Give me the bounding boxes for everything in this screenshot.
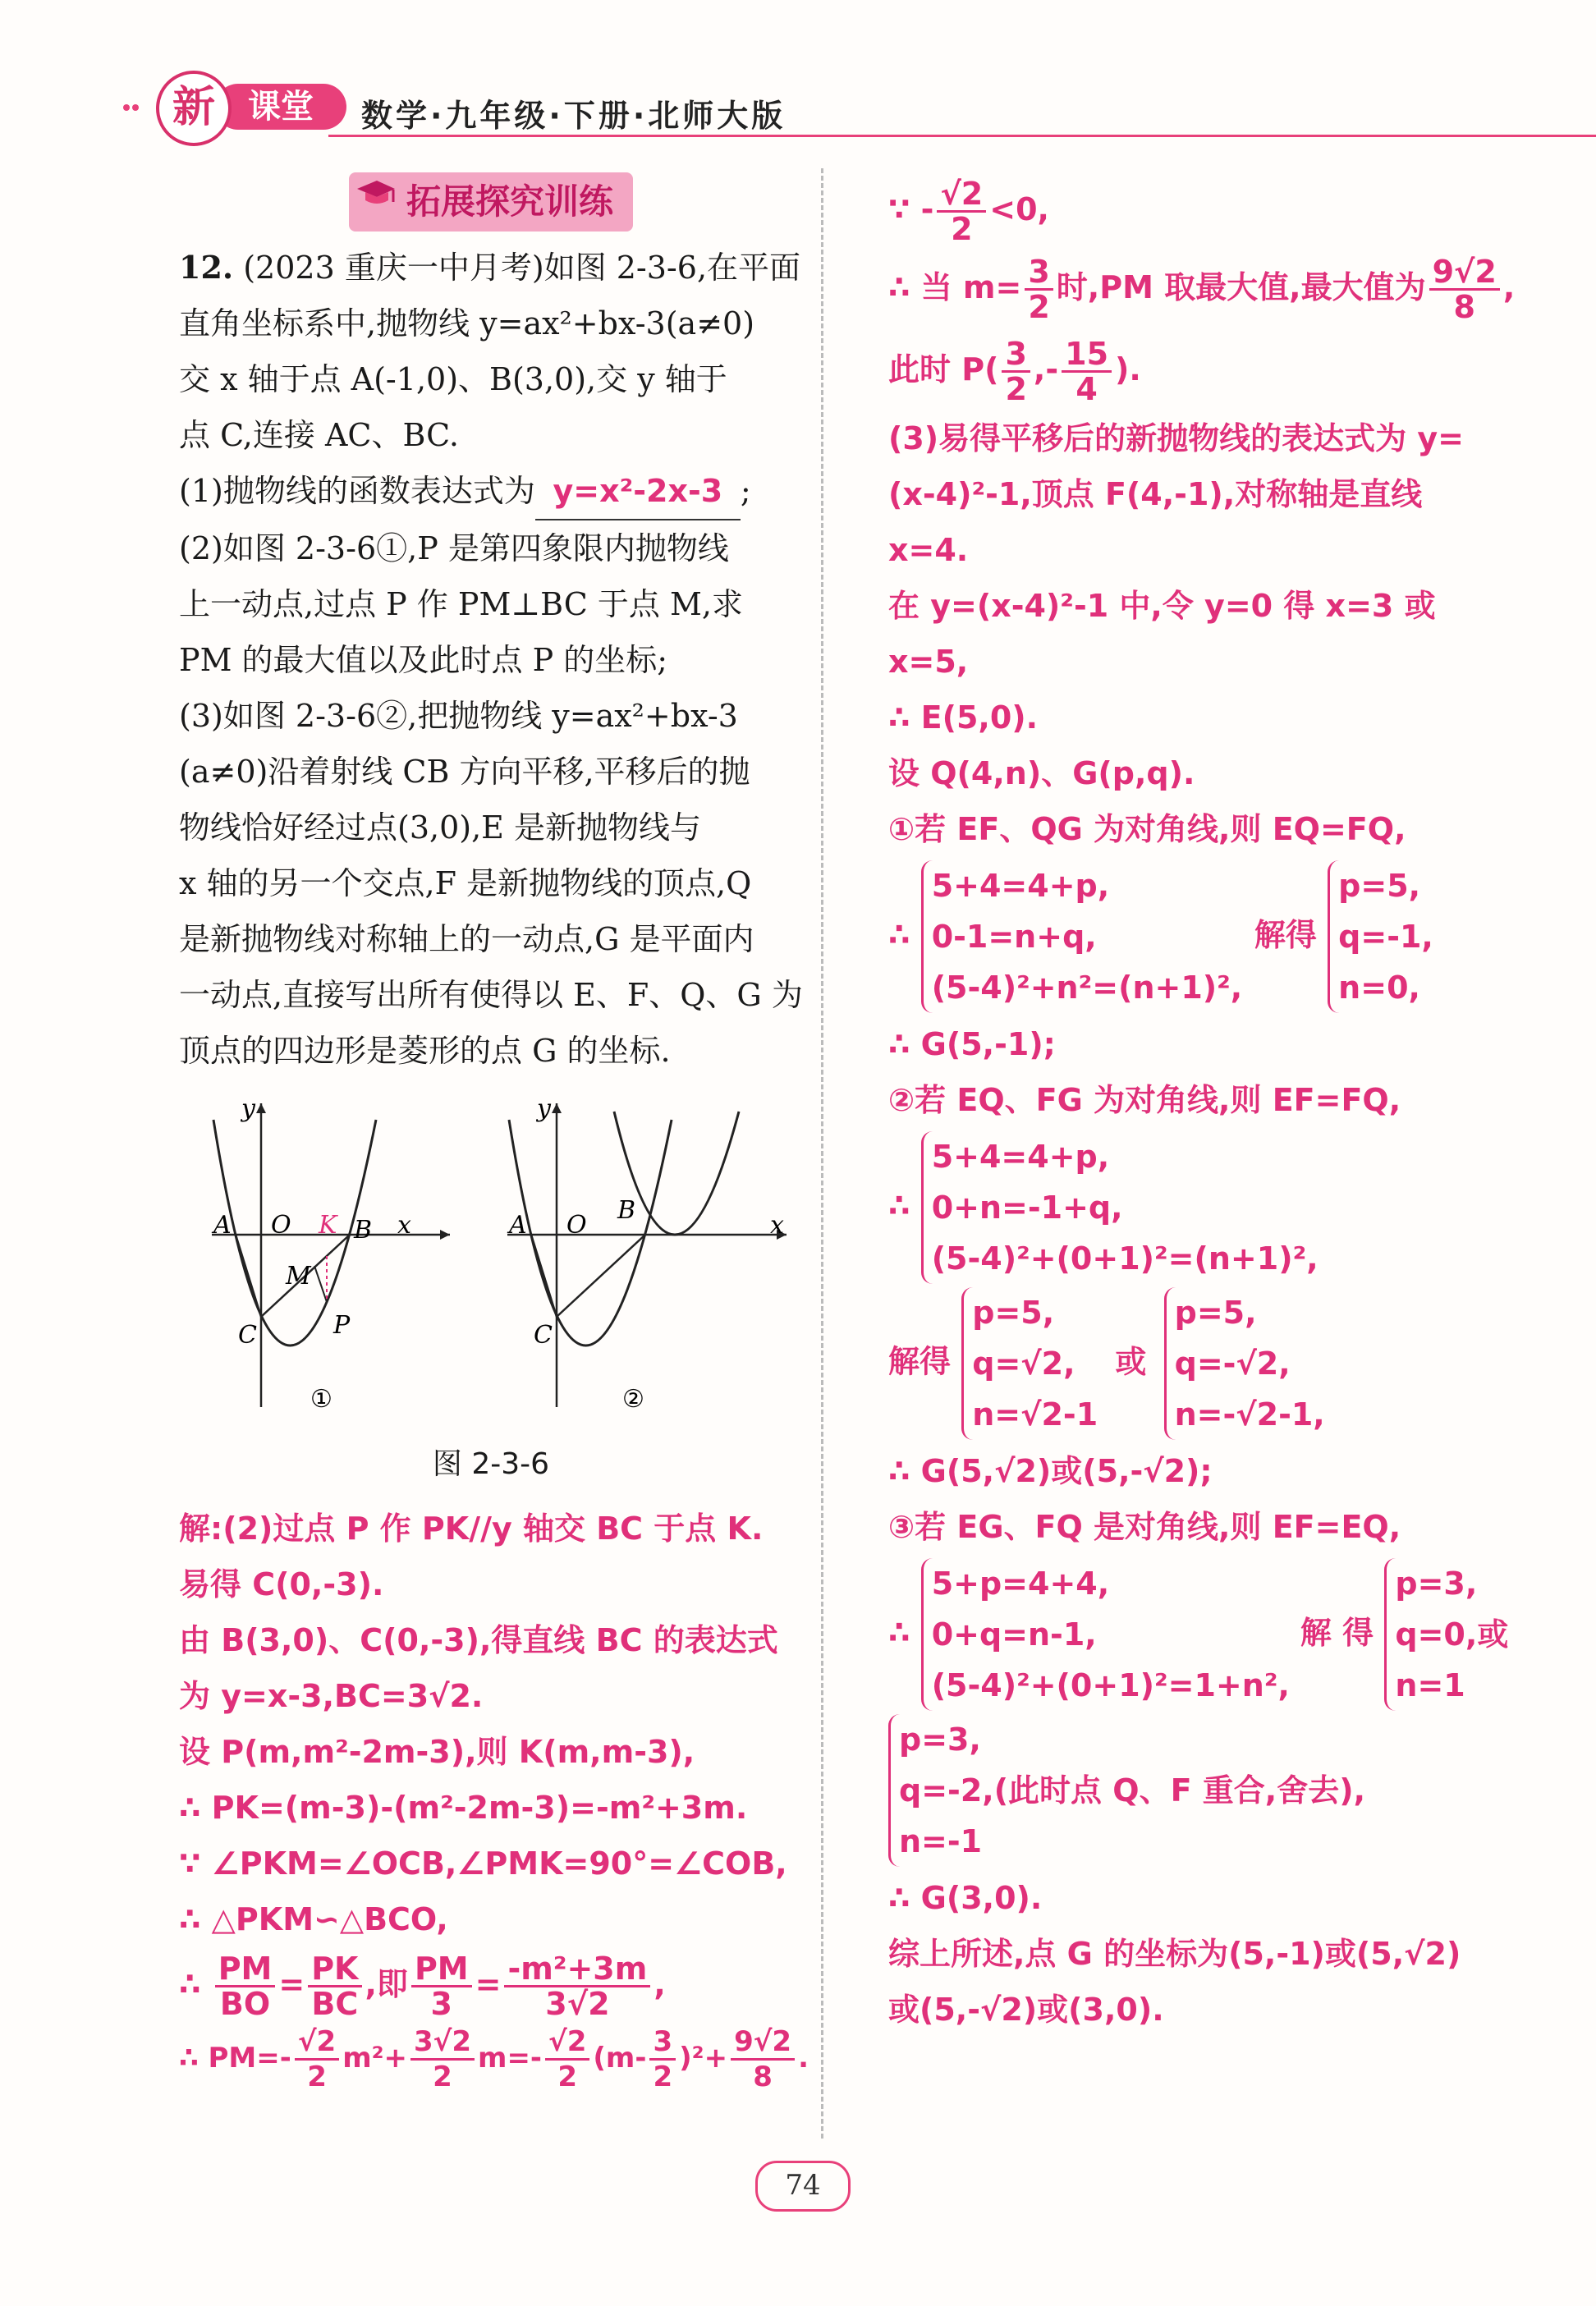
numerator: PK	[308, 1952, 361, 1987]
summary-line-2: 或(5,-√2)或(3,0).	[888, 1992, 1164, 2028]
denominator: 8	[1453, 289, 1475, 325]
sol-line-4: 为 y=x-3,BC=3√2.	[179, 1678, 484, 1714]
fig2-label-B: B	[617, 1196, 636, 1225]
sol-r8: 设 Q(4,n)、G(p,q).	[888, 755, 1195, 791]
problem-number: 12.	[179, 249, 234, 286]
denominator: 2	[307, 2061, 327, 2093]
case-3-solution-b	[888, 1714, 1512, 1867]
case-3-system	[888, 1558, 1512, 1711]
numerator: 9√2	[731, 2025, 795, 2061]
fraction	[1062, 337, 1112, 406]
equation-system	[921, 1131, 1319, 1284]
solve-label: 解得	[1254, 916, 1317, 953]
text: ,即	[365, 1966, 408, 2002]
question-2-line-1: (2)如图 2-3-6①,P 是第四象限内抛物线	[179, 530, 729, 566]
question-3-line-4: x 轴的另一个交点,F 是新抛物线的顶点,Q	[179, 865, 752, 901]
numerator: PM	[215, 1952, 276, 1987]
fig1-label-x: x	[397, 1211, 411, 1240]
case-3-title: ③若 EG、FQ 是对角线,则 EF=EQ,	[888, 1509, 1401, 1545]
solution-system	[961, 1287, 1098, 1440]
subject-title: 数学·九年级·下册·北师大版	[361, 98, 787, 134]
fraction	[937, 177, 986, 245]
numerator: PM	[411, 1952, 472, 1987]
sol-line-5: 设 P(m,m²-2m-3),则 K(m,m-3),	[179, 1734, 695, 1770]
sol-line-6: ∴ PK=(m-3)-(m²-2m-3)=-m²+3m.	[179, 1790, 748, 1826]
brand-logo	[123, 66, 345, 148]
fig1-label-A: A	[213, 1211, 232, 1240]
logo-pill: 课堂	[215, 84, 346, 130]
denominator: 3√2	[545, 1986, 610, 2022]
text: m²+	[342, 2042, 408, 2074]
equation: 5+p=4+4,	[931, 1566, 1110, 1602]
case-1-result: ∴ G(5,-1);	[888, 1026, 1056, 1062]
or-label: 或	[1477, 1616, 1509, 1653]
fig2-label-y: y	[537, 1094, 551, 1123]
fraction	[308, 1952, 361, 2020]
solution: q=-√2,	[1174, 1346, 1291, 1382]
solution: p=3,	[1395, 1566, 1478, 1602]
text: ,	[654, 1966, 666, 2002]
equation: 0+q=n-1,	[931, 1616, 1097, 1653]
numerator: √2	[545, 2025, 589, 2061]
fig1-label-K: K	[319, 1211, 337, 1240]
fig1-label-C: C	[238, 1321, 257, 1350]
problem-line-2: 直角坐标系中,抛物线 y=ax²+bx-3(a≠0)	[179, 305, 755, 342]
sol-line-2: 易得 C(0,-3).	[179, 1566, 384, 1602]
sol-line-3: 由 B(3,0)、C(0,-3),得直线 BC 的表达式	[179, 1622, 778, 1658]
denominator: 8	[753, 2061, 773, 2093]
text: <0,	[989, 191, 1049, 227]
fig2-label-A: A	[509, 1211, 527, 1240]
denominator: 4	[1075, 371, 1098, 407]
fraction	[504, 1952, 650, 2020]
numerator: 3√2	[410, 2025, 475, 2061]
sol-line-8: ∴ △PKM∽△BCO,	[179, 1901, 448, 1937]
denominator: 3	[430, 1986, 452, 2022]
numerator: 15	[1062, 337, 1112, 373]
figure-1	[195, 1087, 466, 1415]
solution: p=3,	[899, 1721, 981, 1758]
q1-prefix: (1)抛物线的函数表达式为	[179, 473, 535, 509]
fig1-label-B: B	[354, 1216, 373, 1245]
or-label: 或	[1115, 1343, 1147, 1380]
fraction	[545, 2025, 589, 2093]
question-3-line-2: (a≠0)沿着射线 CB 方向平移,平移后的抛	[179, 754, 750, 790]
fraction	[410, 2025, 475, 2093]
question-3-line-6: 一动点,直接写出所有使得以 E、F、Q、G 为	[179, 977, 803, 1013]
fraction	[1429, 255, 1500, 323]
question-2-line-2: 上一动点,过点 P 作 PM⊥BC 于点 M,求	[179, 586, 743, 622]
numerator: √2	[937, 177, 986, 213]
solution-system	[888, 1714, 1365, 1867]
sol-line-9	[179, 1947, 803, 2021]
numerator: 3	[1025, 255, 1053, 291]
therefore-sign: ∴	[179, 1966, 201, 2002]
text: ,-	[1033, 351, 1059, 387]
fig1-label-y: y	[241, 1094, 255, 1123]
solution-left	[179, 1501, 809, 2095]
question-3-line-3: 物线恰好经过点(3,0),E 是新抛物线与	[179, 809, 701, 846]
denominator: 2	[653, 2061, 673, 2093]
left-column	[179, 172, 809, 2095]
denominator: 2	[951, 211, 973, 247]
text: ).	[1115, 351, 1141, 387]
equation: (5-4)²+(0+1)²=1+n²,	[931, 1667, 1290, 1703]
text: .	[798, 2042, 809, 2074]
equation: 0+n=-1+q,	[931, 1190, 1123, 1226]
text: (m-	[593, 2042, 647, 2074]
equation: (5-4)²+n²=(n+1)²,	[931, 970, 1243, 1006]
question-3-line-1: (3)如图 2-3-6②,把抛物线 y=ax²+bx-3	[179, 698, 738, 734]
solution: q=0,	[1395, 1616, 1478, 1653]
solution: p=5,	[972, 1295, 1055, 1331]
equation-system	[921, 860, 1243, 1013]
therefore-sign: ∴	[888, 916, 910, 953]
case-2-result: ∴ G(5,√2)或(5,-√2);	[888, 1453, 1213, 1489]
sol-r7: ∴ E(5,0).	[888, 699, 1039, 736]
sol-r1	[888, 172, 1512, 246]
numerator: √2	[295, 2025, 339, 2061]
right-column	[888, 172, 1516, 2038]
denominator: BC	[311, 1986, 359, 2022]
logo-circle: 新	[156, 71, 232, 146]
text: ∵ -	[888, 191, 934, 227]
equals: =	[278, 1966, 305, 2002]
question-1	[179, 463, 803, 520]
numerator: 9√2	[1429, 255, 1500, 291]
numerator: 3	[649, 2025, 676, 2061]
problem-line-3: 交 x 轴于点 A(-1,0)、B(3,0),交 y 轴于	[179, 361, 727, 397]
solution: q=-1,	[1338, 919, 1433, 955]
question-2-line-3: PM 的最大值以及此时点 P 的坐标;	[179, 642, 668, 678]
equals: =	[475, 1966, 502, 2002]
solution: q=√2,	[972, 1346, 1075, 1382]
fig1-label-O: O	[271, 1211, 291, 1240]
figure-2	[491, 1087, 803, 1415]
equation: 5+4=4+p,	[931, 868, 1110, 904]
equation: (5-4)²+(0+1)²=(n+1)²,	[931, 1240, 1319, 1277]
section-badge	[349, 172, 633, 232]
logo-dots	[123, 99, 148, 107]
fig1-number: ①	[310, 1385, 332, 1414]
fraction	[1025, 255, 1053, 323]
problem-line-1	[179, 240, 803, 296]
equation: 5+4=4+p,	[931, 1139, 1110, 1175]
text: )²+	[679, 2042, 728, 2074]
fraction	[649, 2025, 676, 2093]
case-1-system	[888, 860, 1512, 1013]
sol-line-1: 解:(2)过点 P 作 PK//y 轴交 BC 于点 K.	[179, 1511, 764, 1547]
sol-r3	[888, 328, 1512, 410]
page-header	[123, 66, 1502, 156]
sol-line-10	[179, 2021, 809, 2095]
fig2-number: ②	[622, 1385, 644, 1414]
page-number: 74	[755, 2161, 851, 2212]
fraction	[215, 1952, 276, 2020]
solve-label: 解得	[888, 1343, 952, 1380]
sol-r4: (3)易得平移后的新抛物线的表达式为 y=	[888, 420, 1465, 456]
equation: 0-1=n+q,	[931, 919, 1097, 955]
column-divider	[821, 168, 823, 2139]
fraction	[411, 1952, 472, 2020]
denominator: 2	[1005, 371, 1027, 407]
fraction	[731, 2025, 795, 2093]
sol-r6: 在 y=(x-4)²-1 中,令 y=0 得 x=3 或 x=5,	[888, 588, 1436, 680]
equation-system	[921, 1558, 1290, 1711]
solution: n=-√2-1,	[1174, 1396, 1325, 1433]
question-3-line-7: 顶点的四边形是菱形的点 G 的坐标.	[179, 1033, 671, 1069]
graduation-cap-icon	[355, 177, 397, 210]
sol-line-7: ∵ ∠PKM=∠OCB,∠PMK=90°=∠COB,	[179, 1845, 787, 1882]
fig2-label-O: O	[566, 1211, 587, 1240]
case-2-title: ②若 EQ、FG 为对角线,则 EF=FQ,	[888, 1082, 1401, 1118]
text: ,	[1502, 269, 1516, 305]
q1-suffix: ;	[740, 473, 751, 509]
question-3-line-5: 是新抛物线对称轴上的一动点,G 是平面内	[179, 921, 754, 957]
therefore-sign: ∴	[888, 1187, 910, 1224]
q1-answer: y=x²-2x-3	[535, 463, 741, 520]
solution-system	[1384, 1558, 1508, 1711]
problem-text: (2023 重庆一中月考)如图 2-3-6,在平面	[243, 250, 801, 286]
section-title-text: 拓展探究训练	[406, 181, 613, 222]
solution: n=1	[1395, 1667, 1465, 1703]
problem-line-4: 点 C,连接 AC、BC.	[179, 417, 459, 453]
denominator: 2	[433, 2061, 452, 2093]
header-rule	[328, 135, 1596, 137]
solution: n=√2-1	[972, 1396, 1098, 1433]
numerator: 3	[1002, 337, 1030, 373]
numerator: -m²+3m	[504, 1952, 650, 1987]
fig1-label-M: M	[286, 1262, 311, 1291]
solution: n=-1	[899, 1823, 983, 1859]
fig2-label-x: x	[770, 1211, 784, 1240]
text: m=-	[478, 2042, 543, 2074]
figure-caption: 图 2-3-6	[432, 1447, 550, 1481]
text: 时,PM 取最大值,最大值为	[1056, 269, 1426, 305]
therefore-sign: ∴	[888, 1614, 910, 1651]
solution: p=5,	[1174, 1295, 1257, 1331]
case-1-title: ①若 EF、QG 为对角线,则 EQ=FQ,	[888, 811, 1406, 847]
text: 此时 P(	[888, 351, 999, 387]
case-3-result: ∴ G(3,0).	[888, 1880, 1043, 1916]
case-2-system	[888, 1131, 1512, 1284]
solution: q=-2,(此时点 Q、F 重合,舍去),	[899, 1772, 1366, 1809]
sol-r2	[888, 246, 1516, 328]
fraction	[1002, 337, 1030, 406]
sol-r5: (x-4)²-1,顶点 F(4,-1),对称轴是直线 x=4.	[888, 476, 1423, 568]
text: ∴ 当 m=	[888, 269, 1022, 305]
denominator: BO	[219, 1986, 271, 2022]
figure-2-3-6	[179, 1087, 803, 1432]
summary-line-1: 综上所述,点 G 的坐标为(5,-1)或(5,√2)	[888, 1936, 1461, 1972]
denominator: 2	[557, 2061, 578, 2093]
section-title	[179, 172, 803, 230]
solution-system	[1328, 860, 1433, 1013]
solution-system	[1164, 1287, 1325, 1440]
fig1-label-P: P	[333, 1311, 351, 1340]
solve-label: 解 得	[1300, 1614, 1374, 1651]
fig2-label-C: C	[534, 1321, 553, 1350]
text: ∴ PM=-	[179, 2042, 291, 2074]
denominator: 2	[1028, 289, 1050, 325]
case-2-solutions	[888, 1287, 1512, 1440]
solution: n=0,	[1338, 970, 1420, 1006]
solution: p=5,	[1338, 868, 1421, 904]
fraction	[295, 2025, 339, 2093]
